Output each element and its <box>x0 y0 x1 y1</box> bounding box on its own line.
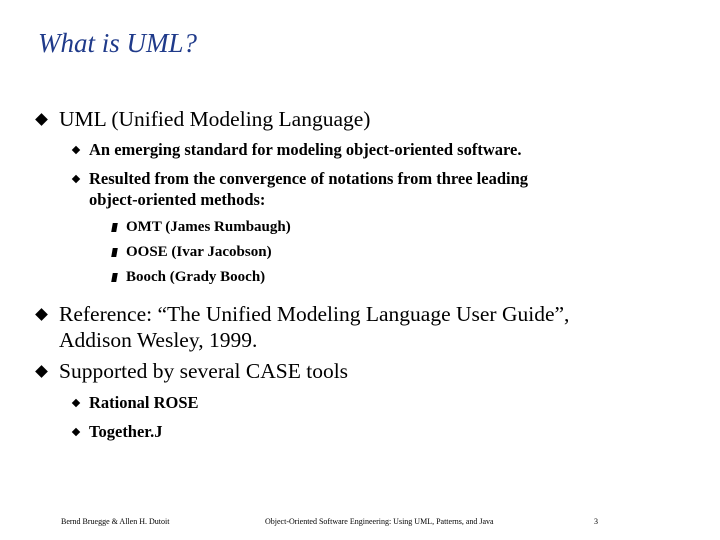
footer-book: Object-Oriented Software Engineering: Using UML, Patterns, and Java <box>265 517 494 526</box>
diamond-bullet-icon <box>35 308 48 321</box>
footer-page-number: 3 <box>594 517 598 526</box>
diamond-bullet-icon <box>72 175 80 183</box>
sub-bullet-convergence-line2: object-oriented methods: <box>89 190 266 209</box>
footer-authors: Bernd Bruegge & Allen H. Dutoit <box>61 517 170 526</box>
diamond-bullet-icon <box>72 428 80 436</box>
tool-rational-rose: Rational ROSE <box>89 393 199 412</box>
bullet-icon <box>111 223 118 232</box>
diamond-bullet-icon <box>35 113 48 126</box>
bullet-reference-line2: Addison Wesley, 1999. <box>59 328 258 352</box>
slide-title: What is UML? <box>38 28 198 58</box>
method-booch: Booch (Grady Booch) <box>126 269 266 285</box>
bullet-reference-line1: Reference: “The Unified Modeling Language User Guide”, <box>59 302 570 326</box>
diamond-bullet-icon <box>72 399 80 407</box>
bullet-case-tools: Supported by several CASE tools <box>59 359 349 383</box>
bullet-icon <box>111 248 118 257</box>
bullet-icon <box>111 273 118 282</box>
tool-together-j: Together.J <box>89 422 163 441</box>
sub-bullet-standard: An emerging standard for modeling object-oriented software. <box>89 140 522 159</box>
method-omt: OMT (James Rumbaugh) <box>126 219 291 235</box>
bullet-uml: UML (Unified Modeling Language) <box>59 107 371 131</box>
diamond-bullet-icon <box>35 365 48 378</box>
diamond-bullet-icon <box>72 146 80 154</box>
sub-bullet-convergence-line1: Resulted from the convergence of notations from three leading <box>89 169 529 188</box>
method-oose: OOSE (Ivar Jacobson) <box>126 244 272 260</box>
